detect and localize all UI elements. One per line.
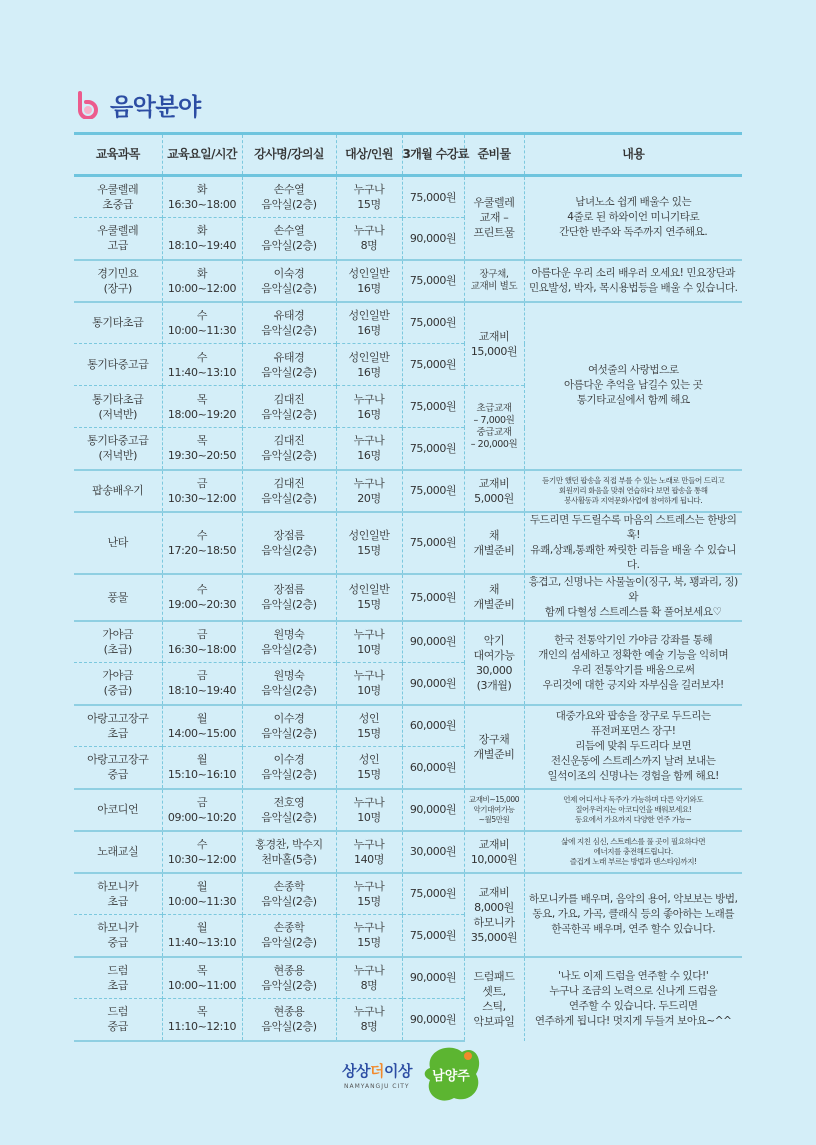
course-time: 수 17:20~18:50 (162, 512, 242, 574)
course-time: 월 11:40~13:10 (162, 915, 242, 957)
course-time: 목 10:00~11:00 (162, 957, 242, 999)
course-subject: 통기타중고급 (저녁반) (74, 428, 162, 470)
course-fee: 75,000원 (402, 176, 464, 218)
course-target: 성인 15명 (336, 705, 402, 747)
course-description: 아름다운 우리 소리 배우러 오세요! 민요장단과 민요발성, 박자, 목시용법등을 배울 수 있습니다. (524, 260, 742, 302)
course-description: 남녀노소 쉽게 배울수 있는 4줄로 된 하와이언 미니기타로 간단한 반주와 독주까지 연주해요. (524, 176, 742, 260)
city-name-english: NAMYANGJU CITY (344, 1083, 410, 1090)
table-row (74, 574, 742, 621)
course-teacher: 현종용 음악실(2층) (242, 957, 336, 999)
course-target: 누구나 140명 (336, 831, 402, 873)
course-time: 수 10:30~12:00 (162, 831, 242, 873)
course-fee: 75,000원 (402, 428, 464, 470)
course-materials: 교재비 10,000원 (464, 831, 524, 873)
namyangju-logo (422, 1040, 484, 1108)
course-teacher: 김대진 음악실(2층) (242, 470, 336, 512)
course-time: 화 16:30~18:00 (162, 176, 242, 218)
course-target: 누구나 16명 (336, 386, 402, 428)
column-header: 준비물 (464, 134, 524, 176)
course-subject: 아랑고고장구 초급 (74, 705, 162, 747)
course-time: 월 10:00~11:30 (162, 873, 242, 915)
course-description: 한국 전통악기인 가야금 강좌를 통해 개인의 섬세하고 정확한 예술 기능을 익히며 우리 전통악기를 배움으로써 우리것에 대한 긍지와 자부심을 길러보자! (524, 621, 742, 705)
course-fee: 90,000원 (402, 957, 464, 999)
course-subject: 노래교실 (74, 831, 162, 873)
course-subject: 하모니카 중급 (74, 915, 162, 957)
course-materials: 교재비 5,000원 (464, 470, 524, 512)
course-target: 누구나 10명 (336, 663, 402, 705)
course-time: 수 11:40~13:10 (162, 344, 242, 386)
city-slogan: 상상더이상 (342, 1062, 412, 1080)
course-fee: 75,000원 (402, 873, 464, 915)
course-teacher: 손수열 음악실(2층) (242, 176, 336, 218)
course-time: 목 11:10~12:10 (162, 999, 242, 1041)
table-row (74, 260, 742, 302)
course-fee: 90,000원 (402, 789, 464, 831)
course-teacher: 유태경 음악실(2층) (242, 344, 336, 386)
course-fee: 75,000원 (402, 470, 464, 512)
course-teacher: 원명숙 음악실(2층) (242, 621, 336, 663)
course-subject: 아코디언 (74, 789, 162, 831)
column-header: 내용 (524, 134, 742, 176)
course-subject: 드럼 초급 (74, 957, 162, 999)
course-subject: 하모니카 초급 (74, 873, 162, 915)
course-table (74, 132, 742, 1042)
course-teacher: 김대진 음악실(2층) (242, 386, 336, 428)
course-materials: 교재비 8,000원 하모니카 35,000원 (464, 873, 524, 957)
course-fee: 75,000원 (402, 260, 464, 302)
course-materials: 드럼패드 셋트, 스틱, 악보파일 (464, 957, 524, 1041)
course-description: 삶에 지친 심신, 스트레스를 풀 곳이 필요하다면 에너지를 충전해드립니다. 즐겁게 노래 부르는 방법과 댄스타임까지! (524, 831, 742, 873)
course-target: 누구나 15명 (336, 915, 402, 957)
course-teacher: 장점름 음악실(2층) (242, 512, 336, 574)
column-header: 대상/인원 (336, 134, 402, 176)
svg-text:남양주: 남양주 (432, 1069, 470, 1084)
course-teacher: 손수열 음악실(2층) (242, 218, 336, 260)
course-description: 언제 어디서나 독주가 가능하며 다른 악기와도 질어우러지는 아코디언을 배워보세요! 동요에서 가요까지 다양한 연주 가능~ (524, 789, 742, 831)
course-target: 성인일반 15명 (336, 574, 402, 621)
course-time: 월 15:10~16:10 (162, 747, 242, 789)
course-teacher: 전호영 음악실(2층) (242, 789, 336, 831)
course-fee: 75,000원 (402, 302, 464, 344)
course-time: 금 09:00~10:20 (162, 789, 242, 831)
course-teacher: 이수경 음악실(2층) (242, 747, 336, 789)
course-fee: 90,000원 (402, 621, 464, 663)
course-materials: 채 개별준비 (464, 574, 524, 621)
course-fee: 75,000원 (402, 386, 464, 428)
course-subject: 통기타초급 (74, 302, 162, 344)
course-teacher: 손종학 음악실(2층) (242, 915, 336, 957)
course-time: 목 19:30~20:50 (162, 428, 242, 470)
course-time: 금 18:10~19:40 (162, 663, 242, 705)
course-description: '나도 이제 드럼을 연주할 수 있다!' 누구나 조금의 노력으로 신나게 드럼을 연주할 수 있습니다. 두드리면 연주하게 됩니다! 멋지게 두들겨 보아요~^^ (524, 957, 742, 1041)
course-description: 흥겹고, 신명나는 사물놀이(징구, 북, 꽹과리, 징)와 함께 다혈성 스트레스를 확 풀어보세요♡ (524, 574, 742, 621)
table-row (74, 873, 742, 915)
column-header: 교육과목 (74, 134, 162, 176)
course-subject: 우쿨렐레 초중급 (74, 176, 162, 218)
table-row (74, 176, 742, 218)
course-teacher: 이숙경 음악실(2층) (242, 260, 336, 302)
course-fee: 75,000원 (402, 574, 464, 621)
course-teacher: 홍경찬, 박수지 천마홀(5층) (242, 831, 336, 873)
course-materials: 교재비 15,000원 (464, 302, 524, 386)
course-target: 성인 15명 (336, 747, 402, 789)
table-row (74, 789, 742, 831)
table-row (74, 470, 742, 512)
course-fee: 60,000원 (402, 747, 464, 789)
course-target: 누구나 8명 (336, 218, 402, 260)
course-subject: 드럼 중급 (74, 999, 162, 1041)
column-header: 3개월 수강료 (402, 134, 464, 176)
footer-logo (342, 1040, 482, 1108)
course-subject: 통기타초급 (저녁반) (74, 386, 162, 428)
course-teacher: 이수경 음악실(2층) (242, 705, 336, 747)
course-teacher: 유태경 음악실(2층) (242, 302, 336, 344)
course-teacher: 손종학 음악실(2층) (242, 873, 336, 915)
course-materials: 장구채 개별준비 (464, 705, 524, 789)
column-header: 교육요일/시간 (162, 134, 242, 176)
music-section-icon (76, 89, 106, 119)
course-target: 누구나 8명 (336, 957, 402, 999)
course-subject: 가야금 (초급) (74, 621, 162, 663)
course-subject: 가야금 (중급) (74, 663, 162, 705)
course-teacher: 김대진 음악실(2층) (242, 428, 336, 470)
course-time: 화 18:10~19:40 (162, 218, 242, 260)
page-title: 음악분야 (110, 92, 201, 121)
course-fee: 60,000원 (402, 705, 464, 747)
course-target: 누구나 8명 (336, 999, 402, 1041)
table-row (74, 621, 742, 663)
course-materials: 교재비~15,000 악기대여가능 ~월5만원 (464, 789, 524, 831)
course-subject: 풍물 (74, 574, 162, 621)
course-materials: 우쿨렐레 교재 – 프린트물 (464, 176, 524, 260)
course-description: 대중가요와 팝송을 장구로 두드리는 퓨전퍼포먼스 장구! 리듬에 맞춰 두드리다 보면 전신운동에 스트레스까지 날려 보내는 일석이조의 신명나는 경험을 함께 해요! (524, 705, 742, 789)
course-subject: 팝송배우기 (74, 470, 162, 512)
table-row (74, 831, 742, 873)
course-target: 누구나 15명 (336, 873, 402, 915)
course-teacher: 장점름 음악실(2층) (242, 574, 336, 621)
course-description: 여섯줄의 사랑법으로 아름다운 추억을 남길수 있는 곳 통기타교실에서 함께 해요 (524, 302, 742, 470)
course-fee: 75,000원 (402, 512, 464, 574)
course-target: 성인일반 16명 (336, 260, 402, 302)
course-subject: 우쿨렐레 고급 (74, 218, 162, 260)
course-target: 누구나 15명 (336, 176, 402, 218)
course-subject: 경기민요 (장구) (74, 260, 162, 302)
course-materials: 악기 대여가능 30,000 (3개월) (464, 621, 524, 705)
table-row (74, 512, 742, 574)
course-description: 하모니카를 배우며, 음악의 용어, 악보보는 방법, 동요, 가요, 가곡, 클래식 등의 좋아하는 노래를 한곡한곡 배우며, 연주 할수 있습니다. (524, 873, 742, 957)
course-time: 목 18:00~19:20 (162, 386, 242, 428)
course-fee: 30,000원 (402, 831, 464, 873)
course-target: 성인일반 16명 (336, 344, 402, 386)
course-teacher: 원명숙 음악실(2층) (242, 663, 336, 705)
table-row (74, 957, 742, 999)
course-target: 성인일반 15명 (336, 512, 402, 574)
course-target: 누구나 20명 (336, 470, 402, 512)
course-description: 듣기만 했던 팝송을 직접 부를 수 있는 노래로 만들어 드리고 회원끼리 화음을 맞춰 연습하다 보면 팝송을 통해 봉사활동과 지역문화사업에 참여하게 됩니다. (524, 470, 742, 512)
course-time: 금 16:30~18:00 (162, 621, 242, 663)
course-time: 월 14:00~15:00 (162, 705, 242, 747)
course-subject: 아랑고고장구 중급 (74, 747, 162, 789)
course-fee: 75,000원 (402, 915, 464, 957)
section-title (76, 86, 201, 122)
course-subject: 난타 (74, 512, 162, 574)
course-target: 누구나 10명 (336, 621, 402, 663)
table-row (74, 705, 742, 747)
course-materials: 장구채, 교재비 별도 (464, 260, 524, 302)
course-time: 금 10:30~12:00 (162, 470, 242, 512)
course-materials: 초급교재 – 7,000원 중급교재 – 20,000원 (464, 386, 524, 470)
course-fee: 75,000원 (402, 344, 464, 386)
column-header: 강사명/강의실 (242, 134, 336, 176)
course-fee: 90,000원 (402, 999, 464, 1041)
course-fee: 90,000원 (402, 218, 464, 260)
course-time: 수 19:00~20:30 (162, 574, 242, 621)
table-row (74, 302, 742, 344)
course-target: 성인일반 16명 (336, 302, 402, 344)
course-teacher: 현종용 음악실(2층) (242, 999, 336, 1041)
course-target: 누구나 10명 (336, 789, 402, 831)
course-description: 두드리면 두드릴수록 마음의 스트레스는 한방의 훅! 유쾌,상쾌,통쾌한 짜릿한 리듬을 배울 수 있습니다. (524, 512, 742, 574)
course-target: 누구나 16명 (336, 428, 402, 470)
course-time: 화 10:00~12:00 (162, 260, 242, 302)
course-materials: 채 개별준비 (464, 512, 524, 574)
course-subject: 통기타중고급 (74, 344, 162, 386)
course-time: 수 10:00~11:30 (162, 302, 242, 344)
course-fee: 90,000원 (402, 663, 464, 705)
